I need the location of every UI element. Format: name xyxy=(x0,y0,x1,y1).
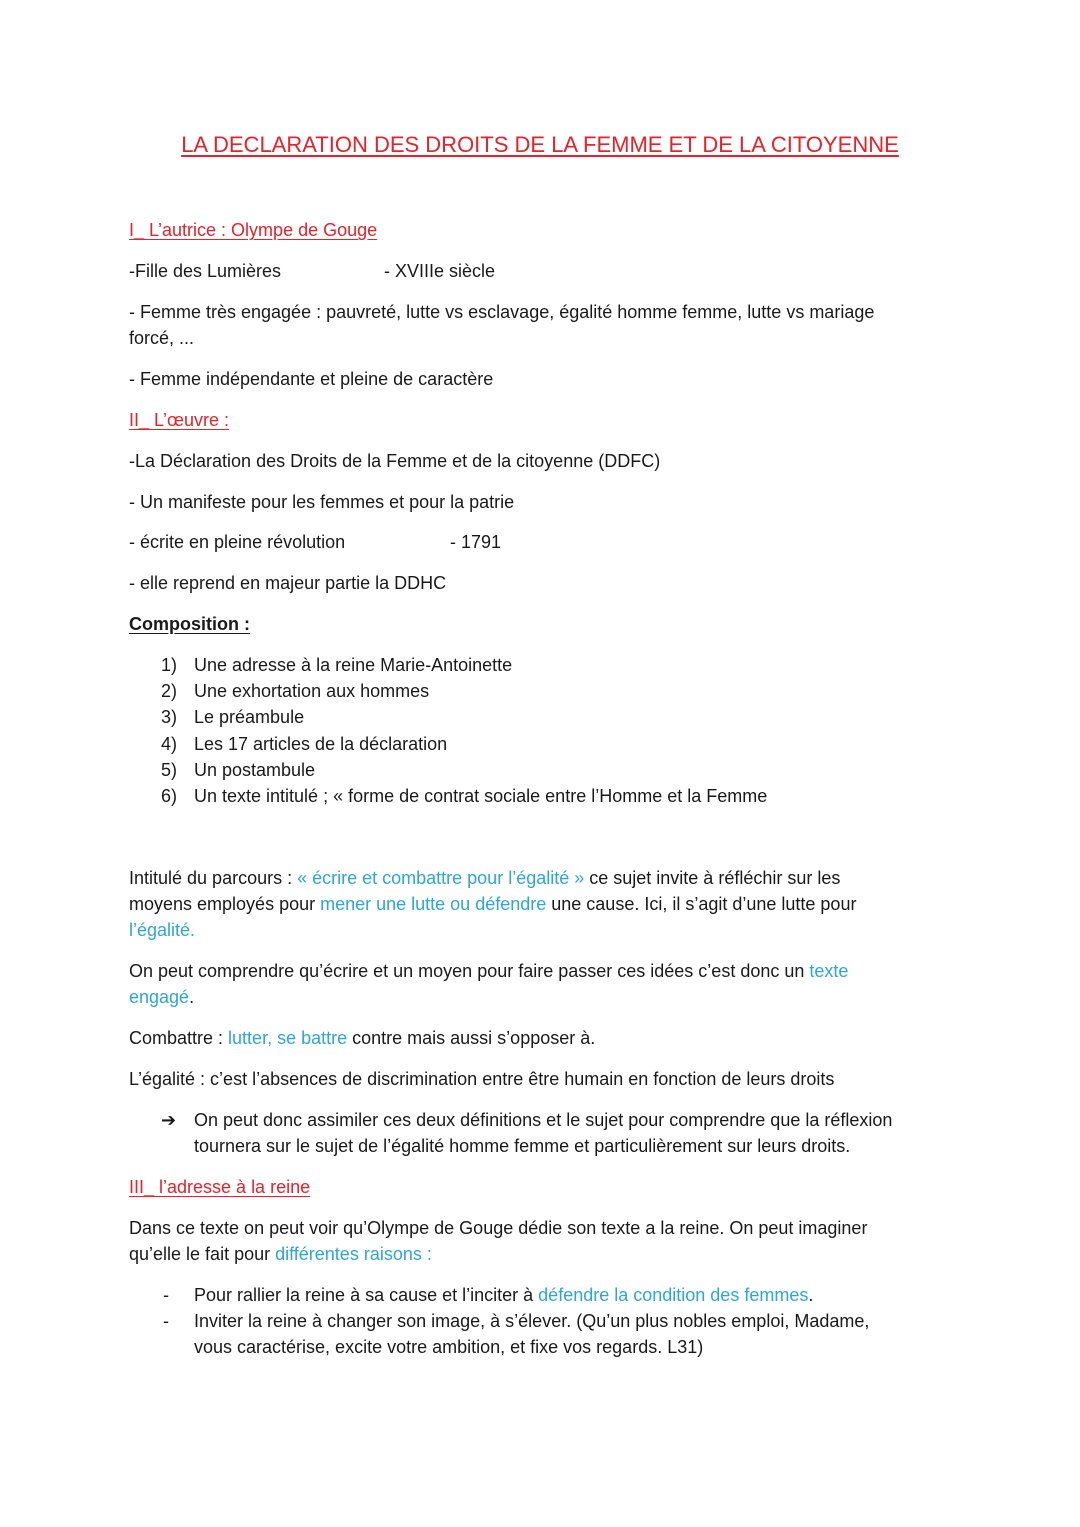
highlight-span: « écrire et combattre pour l’égalité » xyxy=(297,868,585,888)
text-line: - elle reprend en majeur partie la DDHC xyxy=(129,573,447,593)
text-line xyxy=(129,958,848,984)
list-number: 3) xyxy=(161,707,178,727)
text-line: -Fille des Lumières xyxy=(129,261,282,281)
text-line xyxy=(129,891,856,917)
text-span: . xyxy=(808,1285,814,1305)
text-line xyxy=(129,865,840,891)
text-line xyxy=(129,1025,595,1051)
highlight-span: texte xyxy=(809,961,849,981)
text-span: Intitulé du parcours : xyxy=(129,868,298,888)
list-text: Un texte intitulé ; « forme de contrat sociale entre l’Homme et la Femme xyxy=(194,786,768,806)
highlight-span: engagé xyxy=(129,987,190,1007)
text-span: une cause. Ici, il s’agit d’une lutte pour xyxy=(546,894,857,914)
section-heading-queen: III_ l’adresse à la reine xyxy=(129,1177,311,1197)
text-span: On peut comprendre qu’écrire et un moyen pour faire passer ces idées c’est donc un xyxy=(129,961,810,981)
list-number: 5) xyxy=(161,760,178,780)
bullet-dash: - xyxy=(163,1311,169,1331)
arrow-right-icon: ➔ xyxy=(161,1110,177,1130)
text-span: On peut donc assimiler ces deux définitions et le sujet pour comprendre que la réflexion xyxy=(194,1110,893,1130)
text-line: tournera sur le sujet de l’égalité homme femme et particulièrement sur leurs droits. xyxy=(194,1136,851,1156)
highlight-span: défendre la condition des femmes xyxy=(538,1285,809,1305)
list-text: Un postambule xyxy=(194,760,316,780)
text-line: forcé, ... xyxy=(129,328,195,348)
text-line: L’égalité : c’est l’absences de discrimination entre être humain en fonction de leurs droits xyxy=(129,1069,835,1089)
highlight-span: lutter, se battre xyxy=(228,1028,348,1048)
document-title: LA DECLARATION DES DROITS DE LA FEMME ET DE LA CITOYENNE xyxy=(181,132,899,157)
bullet-dash: - xyxy=(163,1285,169,1305)
list-text: Les 17 articles de la déclaration xyxy=(194,734,448,754)
text-span: Pour rallier la reine à sa cause et l’inciter à xyxy=(194,1285,539,1305)
list-text xyxy=(194,1282,813,1308)
list-text: Une exhortation aux hommes xyxy=(194,681,430,701)
highlight-line: l’égalité. xyxy=(129,920,196,940)
text-span: contre mais aussi s’opposer à. xyxy=(347,1028,596,1048)
text-line xyxy=(129,1241,432,1267)
list-text: Une adresse à la reine Marie-Antoinette xyxy=(194,655,513,675)
text-span: Combattre : xyxy=(129,1028,229,1048)
text-line: vous caractérise, excite votre ambition, et fixe vos regards. L31) xyxy=(194,1337,704,1357)
text-line: - XVIIIe siècle xyxy=(384,261,496,281)
composition-heading: Composition : xyxy=(129,614,250,634)
highlight-span: mener une lutte ou défendre xyxy=(320,894,547,914)
section-heading-author: I_ L’autrice : Olympe de Gouge xyxy=(129,220,378,240)
list-number: 6) xyxy=(161,786,178,806)
text-line: - Femme indépendante et pleine de caractère xyxy=(129,369,494,389)
text-line xyxy=(129,984,194,1010)
text-line: Dans ce texte on peut voir qu’Olympe de Gouge dédie son texte a la reine. On peut imaginer xyxy=(129,1218,868,1238)
section-heading-work: II_ L’œuvre : xyxy=(129,410,230,430)
text-line: - écrite en pleine révolution xyxy=(129,532,346,552)
list-text: Inviter la reine à changer son image, à s’élever. (Qu’un plus nobles emploi, Madame, xyxy=(194,1311,870,1331)
list-number: 2) xyxy=(161,681,178,701)
text-span: ce sujet invite à réfléchir sur les xyxy=(584,868,841,888)
text-span: qu’elle le fait pour xyxy=(129,1244,276,1264)
text-span: . xyxy=(189,987,195,1007)
text-line: - 1791 xyxy=(450,532,502,552)
highlight-span: différentes raisons : xyxy=(275,1244,432,1264)
text-line: -La Déclaration des Droits de la Femme et de la citoyenne (DDFC) xyxy=(129,451,661,471)
list-number: 1) xyxy=(161,655,178,675)
text-line: - Un manifeste pour les femmes et pour la patrie xyxy=(129,492,515,512)
text-span: moyens employés pour xyxy=(129,894,321,914)
list-text: Le préambule xyxy=(194,707,305,727)
list-number: 4) xyxy=(161,734,178,754)
text-line: - Femme très engagée : pauvreté, lutte vs esclavage, égalité homme femme, lutte vs mariage xyxy=(129,302,875,322)
